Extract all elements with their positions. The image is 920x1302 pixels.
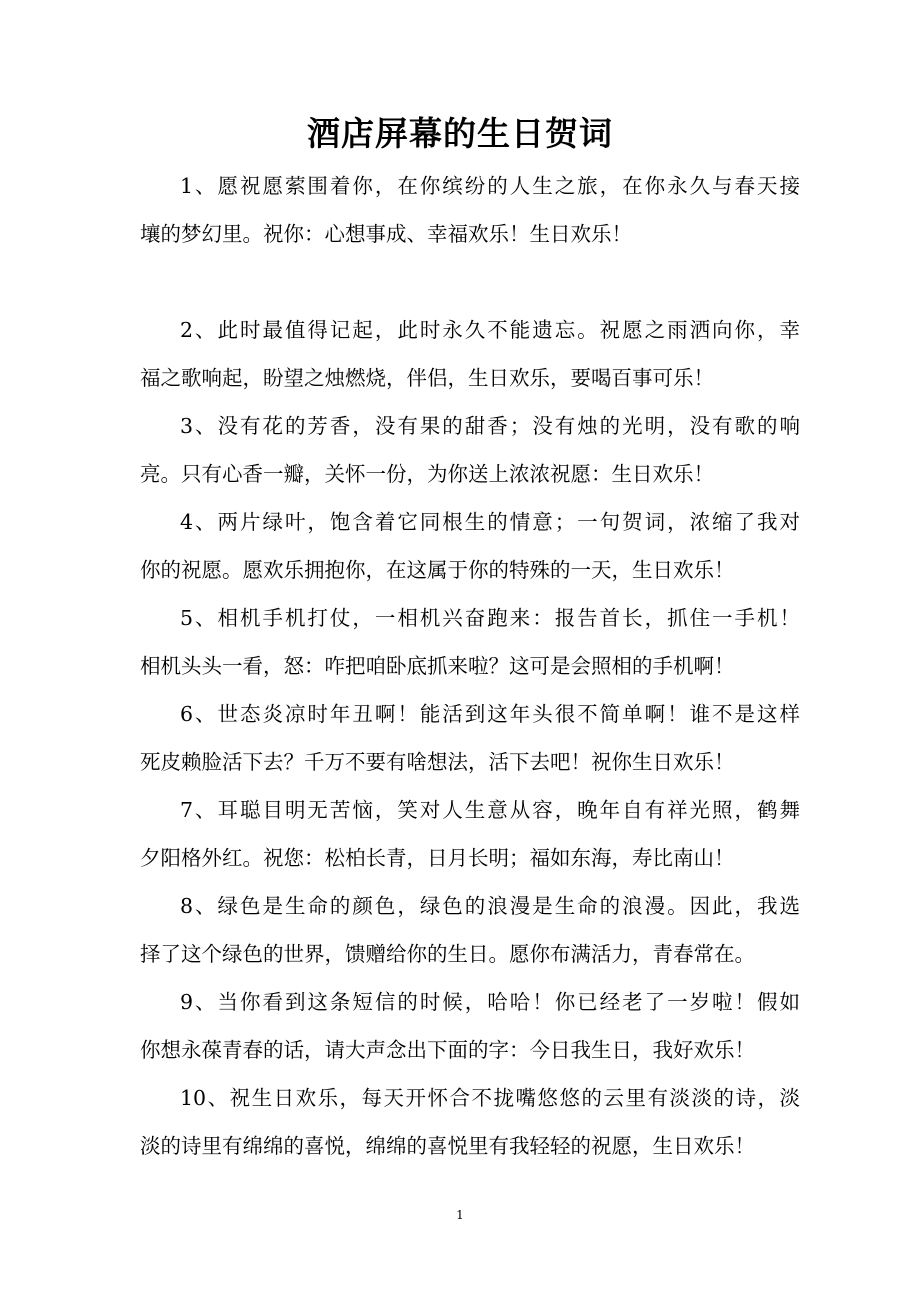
paragraph-1-line-2: 壤的梦幻里。祝你：心想事成、幸福欢乐！生日欢乐！ <box>140 222 632 246</box>
paragraph-10-line-2: 淡的诗里有绵绵的喜悦，绵绵的喜悦里有我轻轻的祝愿，生日欢乐！ <box>140 1134 755 1158</box>
page-title: 酒店屏幕的生日贺词 <box>307 114 613 153</box>
paragraph-6-line-1: 6、世态炎凉时年丑啊！能活到这年头很不简单啊！谁不是这样 <box>180 702 800 726</box>
paragraph-6-line-2: 死皮赖脸活下去？千万不要有啥想法，活下去吧！祝你生日欢乐！ <box>140 750 735 774</box>
paragraph-5-line-1: 5、相机手机打仗，一相机兴奋跑来：报告首长，抓住一手机！ <box>180 606 800 630</box>
paragraph-7-line-2: 夕阳格外红。祝您：松柏长青，日月长明；福如东海，寿比南山！ <box>140 846 735 870</box>
paragraph-8-line-1: 8、绿色是生命的颜色，绿色的浪漫是生命的浪漫。因此，我选 <box>180 894 800 918</box>
paragraph-3-line-2: 亮。只有心香一瓣，关怀一份，为你送上浓浓祝愿：生日欢乐！ <box>140 462 714 486</box>
paragraph-8-line-2: 择了这个绿色的世界，馈赠给你的生日。愿你布满活力，青春常在。 <box>140 942 755 966</box>
paragraph-4-line-2: 你的祝愿。愿欢乐拥抱你，在这属于你的特殊的一天，生日欢乐！ <box>140 558 735 582</box>
paragraph-10-line-1: 10、祝生日欢乐，每天开怀合不拢嘴悠悠的云里有淡淡的诗，淡 <box>180 1086 800 1110</box>
page-number: 1 <box>456 1208 464 1222</box>
paragraph-7-line-1: 7、耳聪目明无苦恼，笑对人生意从容，晚年自有祥光照，鹤舞 <box>180 798 800 822</box>
paragraph-2-line-1: 2、此时最值得记起，此时永久不能遗忘。祝愿之雨洒向你，幸 <box>180 318 800 342</box>
paragraph-2-line-2: 福之歌响起，盼望之烛燃烧，伴侣，生日欢乐，要喝百事可乐！ <box>140 366 714 390</box>
paragraph-4-line-1: 4、两片绿叶，饱含着它同根生的情意；一句贺词，浓缩了我对 <box>180 510 800 534</box>
paragraph-3-line-1: 3、没有花的芳香，没有果的甜香；没有烛的光明，没有歌的响 <box>180 414 800 438</box>
paragraph-5-line-2: 相机头头一看，怒：咋把咱卧底抓来啦？这可是会照相的手机啊！ <box>140 654 735 678</box>
paragraph-1-line-1: 1、愿祝愿萦围着你，在你缤纷的人生之旅，在你永久与春天接 <box>180 174 800 198</box>
paragraph-9-line-2: 你想永葆青春的话，请大声念出下面的字：今日我生日，我好欢乐！ <box>140 1038 755 1062</box>
paragraph-9-line-1: 9、当你看到这条短信的时候，哈哈！你已经老了一岁啦！假如 <box>180 990 800 1014</box>
